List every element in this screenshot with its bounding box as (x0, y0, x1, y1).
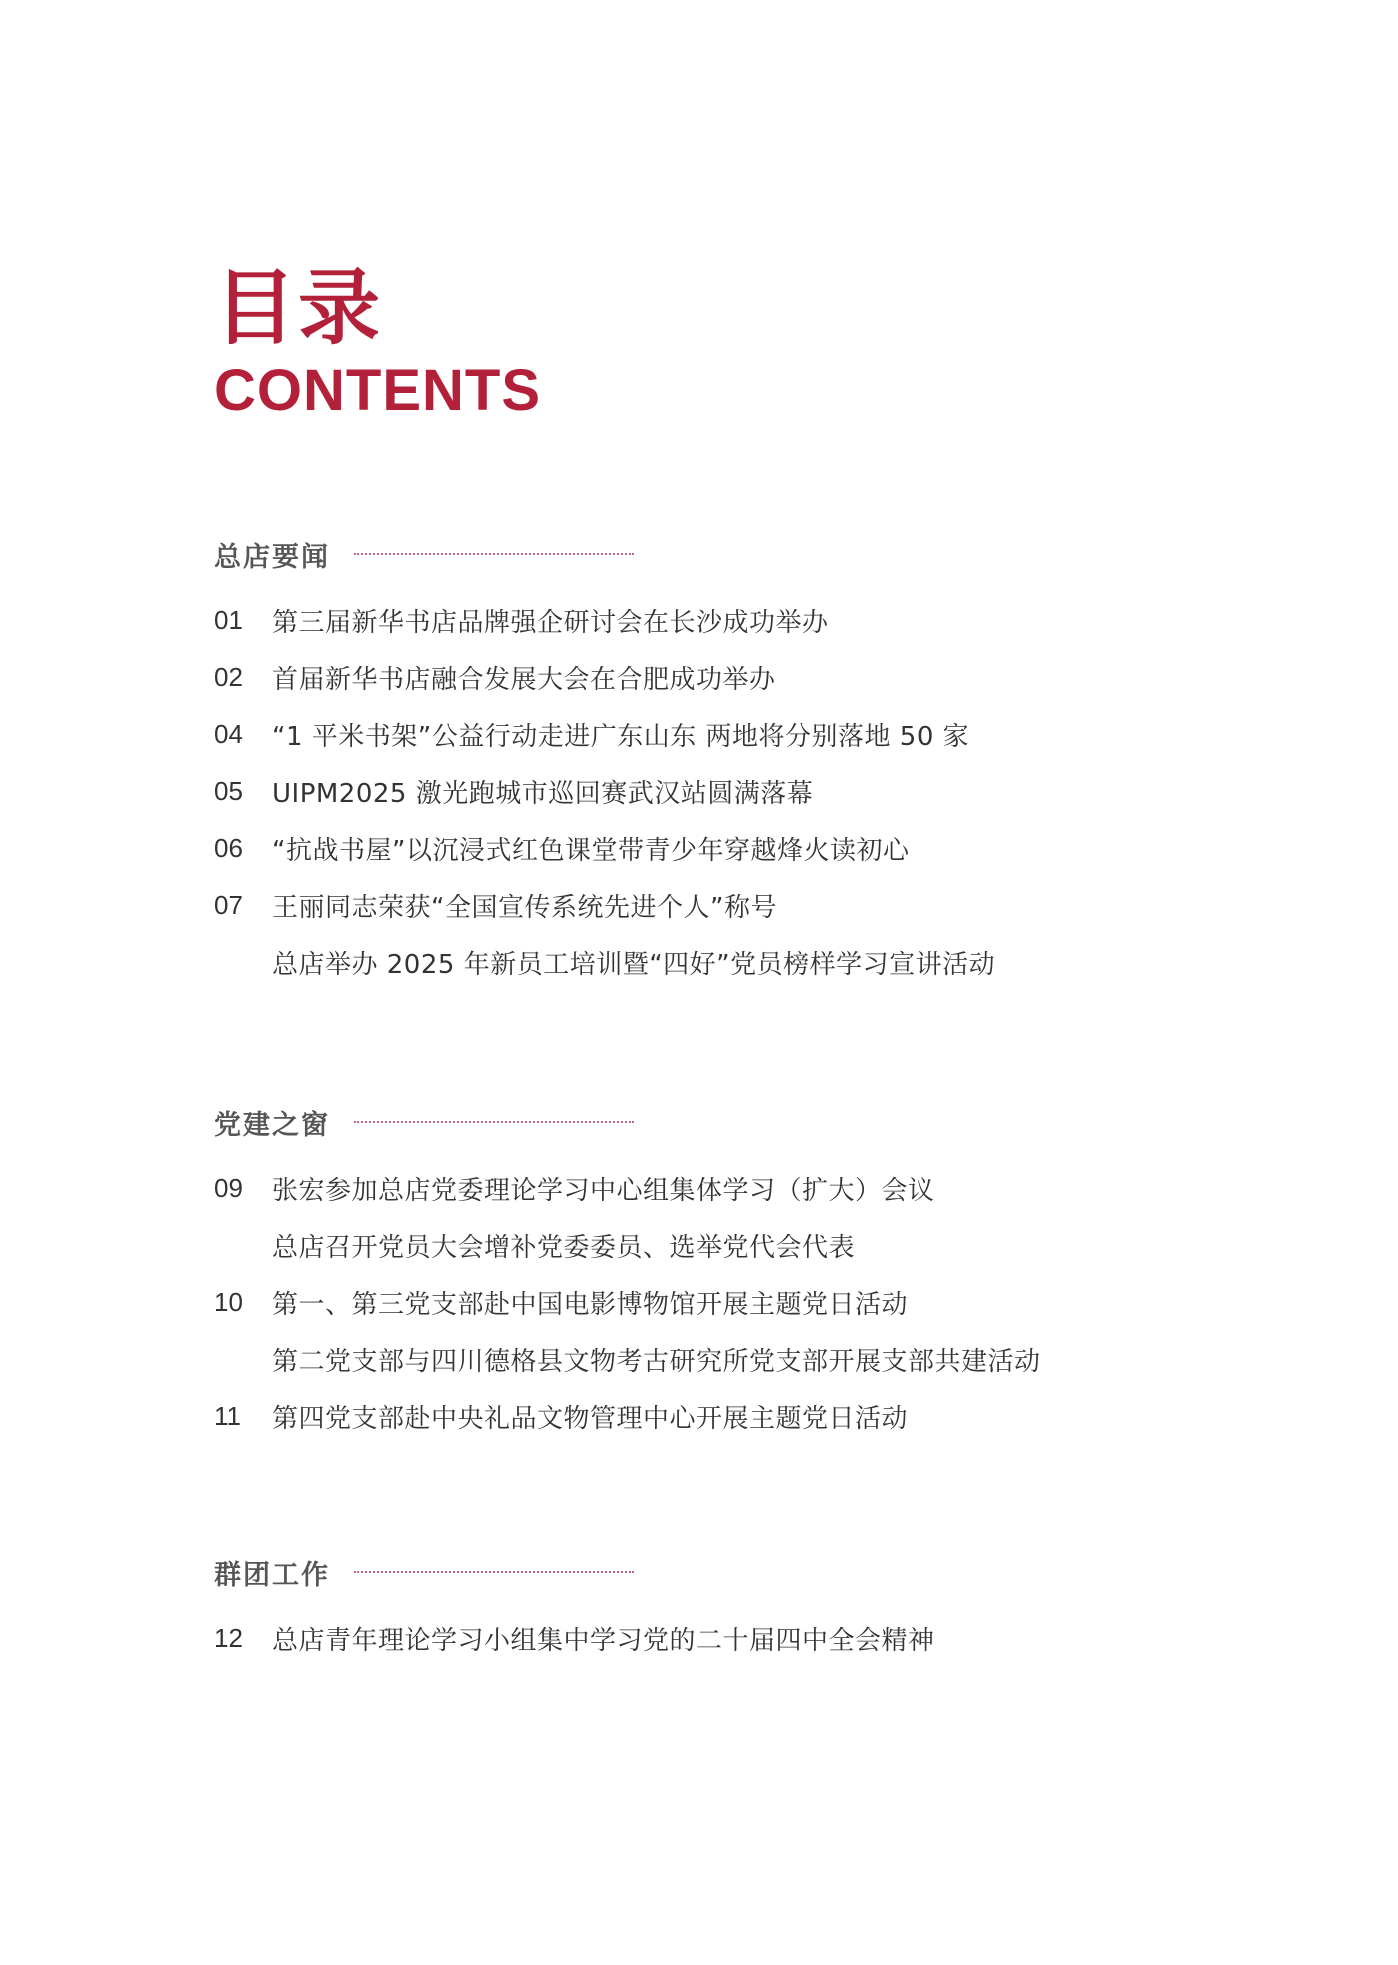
section-divider (354, 1121, 634, 1123)
section-title: 党建之窗 (214, 1109, 330, 1141)
entry-title: 张宏参加总店党委理论学习中心组集体学习（扩大）会议 (272, 1176, 935, 1206)
section-title: 总店要闻 (214, 541, 330, 573)
page-number: 06 (214, 833, 243, 863)
entry-title: 第四党支部赴中央礼品文物管理中心开展主题党日活动 (272, 1404, 909, 1434)
entry-title: 王丽同志荣获“全国宣传系统先进个人”称号 (272, 893, 777, 923)
section-header (214, 1552, 1214, 1592)
section-header (214, 1102, 1214, 1142)
toc-entry[interactable] (214, 706, 1214, 763)
page-title-chinese: 目录 (214, 261, 383, 356)
toc-entry[interactable] (214, 1160, 1214, 1217)
page-number: 12 (214, 1623, 243, 1653)
entry-title: 总店青年理论学习小组集中学习党的二十届四中全会精神 (272, 1626, 935, 1656)
toc-entry[interactable] (214, 1217, 1214, 1274)
entry-title: 第三届新华书店品牌强企研讨会在长沙成功举办 (272, 608, 829, 638)
page-number: 10 (214, 1287, 243, 1317)
section-divider (354, 553, 634, 555)
section-header (214, 534, 1214, 574)
toc-entry[interactable] (214, 820, 1214, 877)
toc-entry[interactable] (214, 877, 1214, 934)
page-number: 09 (214, 1173, 243, 1203)
page-number: 07 (214, 890, 243, 920)
page-number: 01 (214, 605, 243, 635)
entry-title: 总店召开党员大会增补党委委员、选举党代会代表 (272, 1233, 856, 1263)
section-divider (354, 1571, 634, 1573)
toc-entry[interactable] (214, 1610, 1214, 1667)
toc-entry[interactable] (214, 592, 1214, 649)
entry-title: UIPM2025 激光跑城市巡回赛武汉站圆满落幕 (272, 779, 814, 809)
page-number: 04 (214, 719, 243, 749)
section-title: 群团工作 (214, 1559, 330, 1591)
page-number: 11 (214, 1401, 241, 1431)
entry-title: 第一、第三党支部赴中国电影博物馆开展主题党日活动 (272, 1290, 909, 1320)
entry-title: 首届新华书店融合发展大会在合肥成功举办 (272, 665, 776, 695)
toc-entry[interactable] (214, 1274, 1214, 1331)
entry-title: 总店举办 2025 年新员工培训暨“四好”党员榜样学习宣讲活动 (272, 950, 996, 980)
toc-entry[interactable] (214, 1388, 1214, 1445)
toc-entry[interactable] (214, 763, 1214, 820)
entry-title: “抗战书屋”以沉浸式红色课堂带青少年穿越烽火读初心 (272, 836, 910, 866)
page-title-english: CONTENTS (214, 358, 541, 423)
toc-entry[interactable] (214, 649, 1214, 706)
section-news (214, 534, 1214, 991)
toc-entry[interactable] (214, 934, 1214, 991)
section-party-building (214, 1102, 1214, 1445)
page-number: 05 (214, 776, 243, 806)
entry-title: 第二党支部与四川德格县文物考古研究所党支部开展支部共建活动 (272, 1347, 1041, 1377)
page-number: 02 (214, 662, 243, 692)
toc-entry[interactable] (214, 1331, 1214, 1388)
entry-title: “1 平米书架”公益行动走进广东山东 两地将分别落地 50 家 (272, 722, 970, 752)
section-mass-organizations (214, 1552, 1214, 1667)
